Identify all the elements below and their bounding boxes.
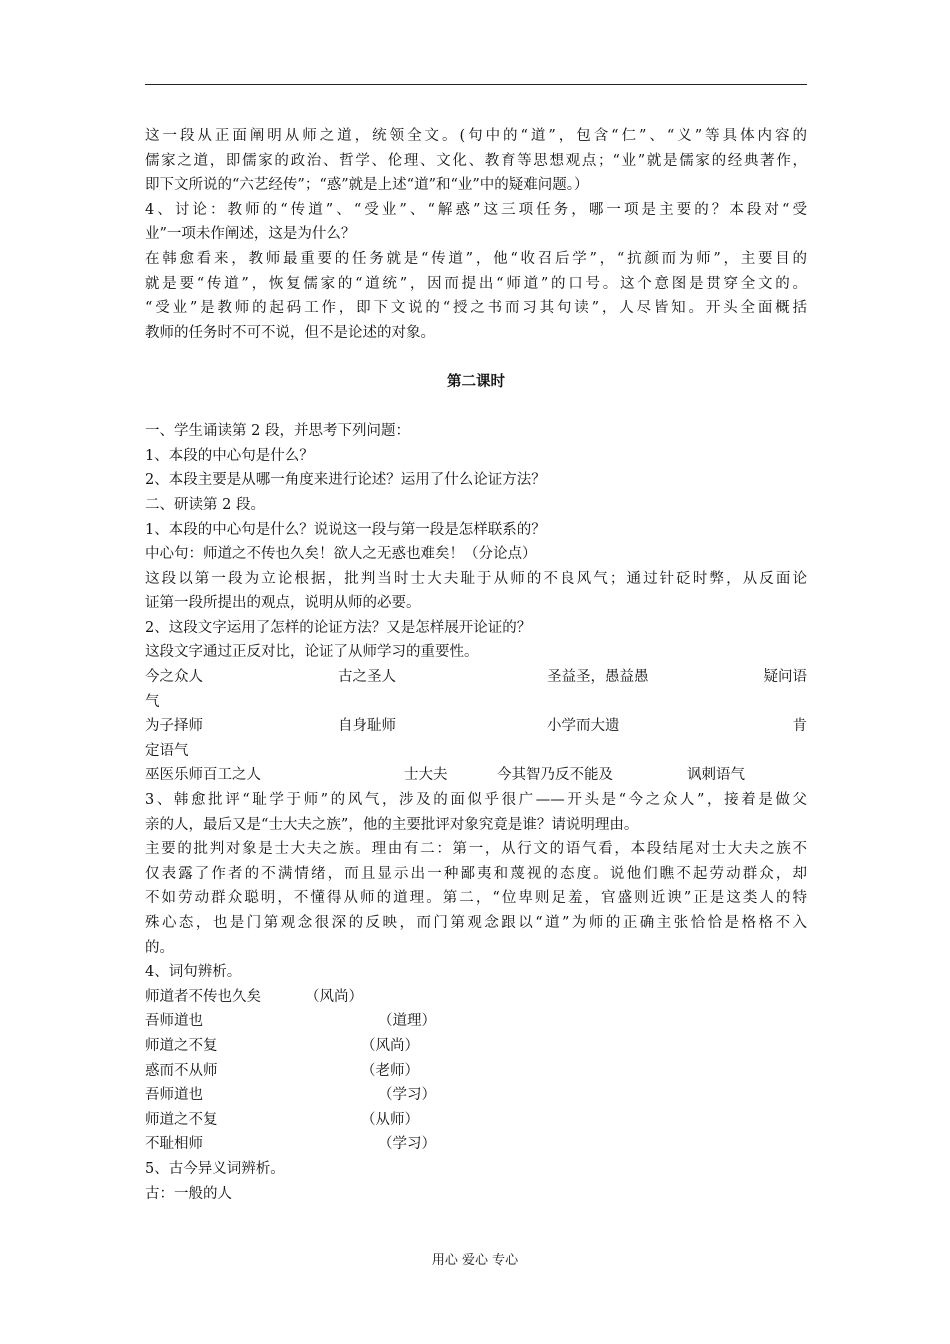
- vocab-row: [145, 1083, 807, 1108]
- answer-3-line: 仅表露了作者的不满情绪，而且显示出一种鄙夷和蔑视的态度。说他们瞧不起劳动群众，却: [145, 865, 807, 882]
- vocab-meaning: （学习）: [378, 1136, 436, 1153]
- answer-3-line: 殊心态，也是门第观念很深的反映，而门第观念跟以“道”为师的正确主张恰恰是格格不入: [145, 915, 807, 931]
- vocab-meaning: （老师）: [361, 1062, 419, 1079]
- vocab-row: [145, 1132, 807, 1157]
- compare-cell: 讽刺语气: [687, 767, 745, 784]
- vocab-term: 师道之不复: [145, 1037, 218, 1054]
- answer-4-line: 就是要“传道”，恢复儒家的“道统”，因而提出“师道”的口号。这个意图是贯穿全文的。: [145, 275, 807, 292]
- compare-row-3: [145, 763, 807, 788]
- part1-line: 1、本段的中心句是什么？说说这一段与第一段是怎样联系的？: [145, 521, 546, 538]
- part1-line: 二、研读第 2 段。: [145, 496, 265, 513]
- para1-line: 儒家之道，即儒家的政治、哲学、伦理、文化、教育等思想观点；“业”就是儒家的经典著作，: [145, 152, 807, 169]
- compare-cell: 为子择师: [145, 718, 203, 735]
- part1-line: 2、本段主要是从哪一角度来进行论述？运用了什么论证方法？: [145, 472, 546, 489]
- vocab-meaning: （道理）: [378, 1013, 436, 1030]
- answer-2: 这段文字通过正反对比，论证了从师学习的重要性。: [145, 644, 479, 661]
- document-body: [145, 124, 807, 1206]
- section-title: 第二课时: [447, 372, 505, 390]
- question-4-line: 业”一项未作阐述，这是为什么？: [145, 226, 356, 243]
- question-3-line: 亲的人，最后又是“士大夫之族”，他的主要批评对象究竟是谁？请说明理由。: [145, 816, 639, 833]
- vocab-term: 不耻相师: [145, 1136, 203, 1153]
- compare-cell: 肯: [792, 718, 807, 735]
- vocab-meaning: （从师）: [361, 1111, 419, 1128]
- para1-line: 即下文所说的“六艺经传”；“惑”就是上述“道”和“业”中的疑难问题。）: [145, 177, 589, 194]
- compare-cell: 小学而大遗: [547, 718, 620, 735]
- answer-4-line: 教师的任务时不可不说，但不是论述的对象。: [145, 324, 435, 341]
- vocab-term: 吾师道也: [145, 1087, 203, 1104]
- compare-cell: 今其智乃反不能及: [497, 767, 613, 784]
- compare-cell: 圣益圣，愚益愚: [547, 669, 649, 686]
- vocab-meaning: （风尚）: [361, 1037, 419, 1054]
- compare-cell: 自身耻师: [338, 718, 396, 735]
- part1-line: 中心句：师道之不传也久矣！欲人之无惑也难矣！（分论点）: [145, 546, 537, 563]
- compare-wrap: 定语气: [145, 742, 189, 759]
- question-5: 5、古今异义词辨析。: [145, 1160, 285, 1177]
- para2-line: 这段以第一段为立论根据，批判当时士大夫耻于从师的不良风气；通过针砭时弊，从反面论: [145, 570, 807, 587]
- vocab-term: 惑而不从师: [145, 1062, 218, 1079]
- vocab-row: [145, 1009, 807, 1034]
- question-3-line: 3、韩愈批评“耻学于师”的风气，涉及的面似乎很广——开头是“今之众人”，接着是做父: [145, 792, 807, 809]
- part1-line: 1、本段的中心句是什么？: [145, 447, 314, 464]
- part1-line: 一、学生诵读第 2 段，并思考下列问题：: [145, 423, 410, 440]
- vocab-row: [145, 1034, 807, 1059]
- compare-cell: 古之圣人: [338, 669, 396, 686]
- compare-cell: 士大夫: [404, 767, 448, 784]
- vocab-term: 吾师道也: [145, 1013, 203, 1030]
- compare-cell: 巫医乐师百工之人: [145, 767, 261, 784]
- page-footer: 用心 爱心 专心: [431, 1253, 519, 1268]
- vocab-meaning: （风尚）: [305, 988, 363, 1005]
- vocab-term: 师道者不传也久矣: [145, 988, 261, 1005]
- vocab-row: [145, 1108, 807, 1133]
- question-4b: 4、词句辨析。: [145, 964, 242, 981]
- question-2: 2、这段文字运用了怎样的论证方法？又是怎样展开论证的？: [145, 619, 532, 636]
- compare-row-1: [145, 665, 807, 690]
- compare-cell: 今之众人: [145, 669, 203, 686]
- last-line: 古：一般的人: [145, 1185, 232, 1202]
- compare-row-2: [145, 714, 807, 739]
- vocab-meaning: （学习）: [378, 1087, 436, 1104]
- answer-3-line: 主要的批判对象是士大夫之族。理由有二：第一，从行文的语气看，本段结尾对士大夫之族不: [145, 841, 807, 858]
- header-rule: [145, 84, 807, 85]
- question-4-line: 4、讨论：教师的“传道”、“受业”、“解惑”这三项任务，哪一项是主要的？本段对“受: [145, 201, 807, 218]
- answer-4-line: 在韩愈看来，教师最重要的任务就是“传道”，他“收召后学”，“抗颜而为师”，主要目的: [145, 250, 807, 267]
- vocab-row: [145, 985, 807, 1010]
- vocab-row: [145, 1059, 807, 1084]
- vocab-term: 师道之不复: [145, 1111, 218, 1128]
- answer-4-line: “受业”是教师的起码工作，即下文说的“授之书而习其句读”，人尽皆知。开头全面概括: [145, 300, 807, 317]
- answer-3-line: 不如劳动群众聪明，不懂得从师的道理。第二，“位卑则足羞，官盛则近谀”正是这类人的特: [145, 890, 807, 907]
- answer-3-line: 的。: [145, 939, 174, 956]
- compare-cell: 疑问语: [763, 669, 807, 686]
- compare-wrap: 气: [145, 693, 160, 710]
- para2-line: 证第一段所提出的观点，说明从师的必要。: [145, 595, 421, 612]
- para1-line: 这一段从正面阐明从师之道，统领全文。(句中的“道”，包含“仁”、“义”等具体内容的: [145, 128, 807, 144]
